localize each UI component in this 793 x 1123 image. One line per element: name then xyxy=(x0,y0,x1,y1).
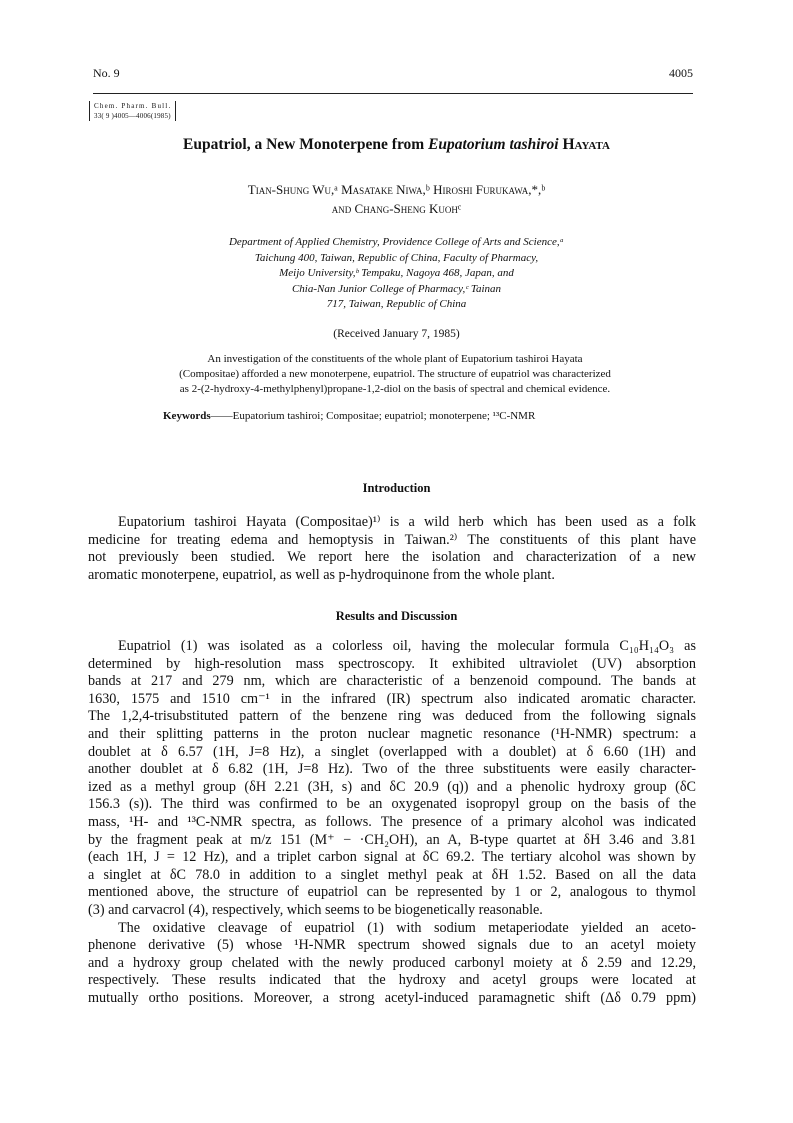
text-line: determined by high-resolution mass spectroscopy. It exhibited ultraviolet (UV) absorption xyxy=(88,655,696,672)
title-main: Eupatriol, a New Monoterpene from xyxy=(182,136,429,153)
introduction-paragraph xyxy=(88,514,696,584)
keywords-label: Keywords xyxy=(163,410,211,422)
affiliations xyxy=(0,235,793,313)
text-line: mass, ¹H- and ¹³C-NMR spectra, as follows. The presence of a primary alcohol was indicated xyxy=(88,813,696,830)
text-line: medicine for treating edema and hemoptysis in Taiwan.²⁾ The constituents of this plant have xyxy=(88,531,696,548)
text-line: and their splitting patterns in the proton nuclear magnetic resonance (¹H-NMR) spectrum: a xyxy=(88,725,696,742)
text-line: by the fragment peak at m/z 151 (M⁺ − ·CH₂OH), an A, B-type quartet at δH 3.46 and 3.81 xyxy=(88,831,696,848)
keywords xyxy=(163,410,683,422)
citation-journal: Chem. Pharm. Bull. xyxy=(94,102,172,110)
text-line: Eupatorium tashiroi Hayata (Compositae)¹⁾ is a wild herb which has been used as a folk xyxy=(118,514,696,530)
text-line: (3) and carvacrol (4), respectively, which seems to be biogenetically reasonable. xyxy=(88,901,543,918)
text-line: mentioned above, the structure of eupatriol can be represented by 1 or 2, analogous to thymol xyxy=(88,884,696,901)
text-line: The 1,2,4-trisubstituted pattern of the benzene ring was deduced from the following signals xyxy=(88,708,696,725)
text-line: The oxidative cleavage of eupatriol (1) with sodium metaperiodate yielded an aceto- xyxy=(118,919,696,936)
results-paragraph-1 xyxy=(88,638,696,1007)
text-line: 1630, 1575 and 1510 cm⁻¹ in the infrared (IR) spectrum also indicated aromatic character. xyxy=(88,690,696,707)
text-line: 156.3 (s)). The third was confirmed to be an oxygenated isopropyl group on the basis of the xyxy=(88,796,696,813)
citation-volume: 33( 9 )4005—4006(1985) xyxy=(94,112,171,120)
text-line: (each 1H, J = 12 Hz), and a triplet carbon signal at δC 69.2. The tertiary alcohol was shown by xyxy=(88,849,696,866)
abstract-line: (Compositae) afforded a new monoterpene, eupatriol. The structure of eupatriol was characterized xyxy=(179,367,611,380)
article-title xyxy=(0,136,793,154)
abstract-line: An investigation of the constituents of the whole plant of Eupatorium tashiroi Hayata xyxy=(207,353,583,365)
results-heading: Results and Discussion xyxy=(335,609,458,623)
text-line: aromatic monoterpene, eupatriol, as well as p-hydroquinone from the whole plant. xyxy=(88,566,555,583)
authors-line-1: Tian-Shung Wu,ᵃ Masatake Niwa,ᵇ Hiroshi Furukawa,*,ᵇ xyxy=(247,182,546,197)
introduction-heading: Introduction xyxy=(362,481,431,495)
text-line: Eupatriol (1) was isolated as a colorless oil, having the molecular formula C₁₀H₁₄O₃ as xyxy=(118,638,696,654)
affiliation-line: Department of Applied Chemistry, Providence College of Arts and Science,ᵃ xyxy=(228,236,565,248)
text-line: not previously been studied. We report here the isolation and characterization of a new xyxy=(88,549,696,566)
text-line: mutually ortho positions. Moreover, a strong acetyl-induced paramagnetic shift (Δδ 0.79 ppm) xyxy=(88,989,696,1006)
affiliation-line: Chia-Nan Junior College of Pharmacy,ᶜ Tainan xyxy=(291,282,502,295)
text-line: ized as a methyl group (δH 2.21 (3H, s) and δC 20.9 (q)) and a phenolic hydroxy group (δC xyxy=(88,778,696,795)
title-species: Eupatorium tashiroi xyxy=(428,136,559,153)
abstract xyxy=(135,352,655,396)
page-number: 4005 xyxy=(669,66,693,80)
author-list xyxy=(0,180,793,218)
header-rule xyxy=(93,93,693,94)
affiliation-line: Taichung 400, Taiwan, Republic of China, Faculty of Pharmacy, xyxy=(254,251,539,264)
issue-number: No. 9 xyxy=(93,66,120,80)
text-line: respectively. These results indicated that the hydroxy and acetyl groups were located at xyxy=(88,972,696,989)
affiliation-line: 717, Taiwan, Republic of China xyxy=(326,298,467,311)
title-authority: Hayata xyxy=(558,136,610,153)
keywords-text: ——Eupatorium tashiroi; Compositae; eupatriol; monoterpene; ¹³C-NMR xyxy=(210,410,536,422)
running-head xyxy=(93,66,693,81)
received-date: (Received January 7, 1985) xyxy=(333,328,460,340)
affiliation-line: Meijo University,ᵇ Tempaku, Nagoya 468, Japan, and xyxy=(279,267,514,280)
abstract-line: as 2-(2-hydroxy-4-methylphenyl)propane-1,2-diol on the basis of spectral and chemical evidence. xyxy=(179,382,611,395)
text-line: bands at 217 and 279 nm, which are characteristic of a benzenoid compound. The bands at xyxy=(88,673,696,690)
text-line: doublet at δ 6.57 (1H, J=8 Hz), a singlet (overlapped with a doublet) at δ 6.60 (1H) and xyxy=(88,743,696,760)
text-line: a singlet at δC 78.0 in addition to a singlet methyl peak at δH 1.52. Based on all the data xyxy=(88,866,696,883)
text-line: phenone derivative (5) whose ¹H-NMR spectrum showed signals due to an acetyl moiety xyxy=(88,937,696,954)
authors-line-2: and Chang-Sheng Kuohᶜ xyxy=(331,201,462,216)
text-line: and a hydroxy group chelated with the newly produced carbonyl moiety at δ 2.59 and 12.29, xyxy=(88,954,696,971)
text-line: another doublet at δ 6.82 (1H, J=8 Hz). Two of the three substituents were easily character- xyxy=(88,761,696,778)
journal-citation xyxy=(89,101,176,121)
